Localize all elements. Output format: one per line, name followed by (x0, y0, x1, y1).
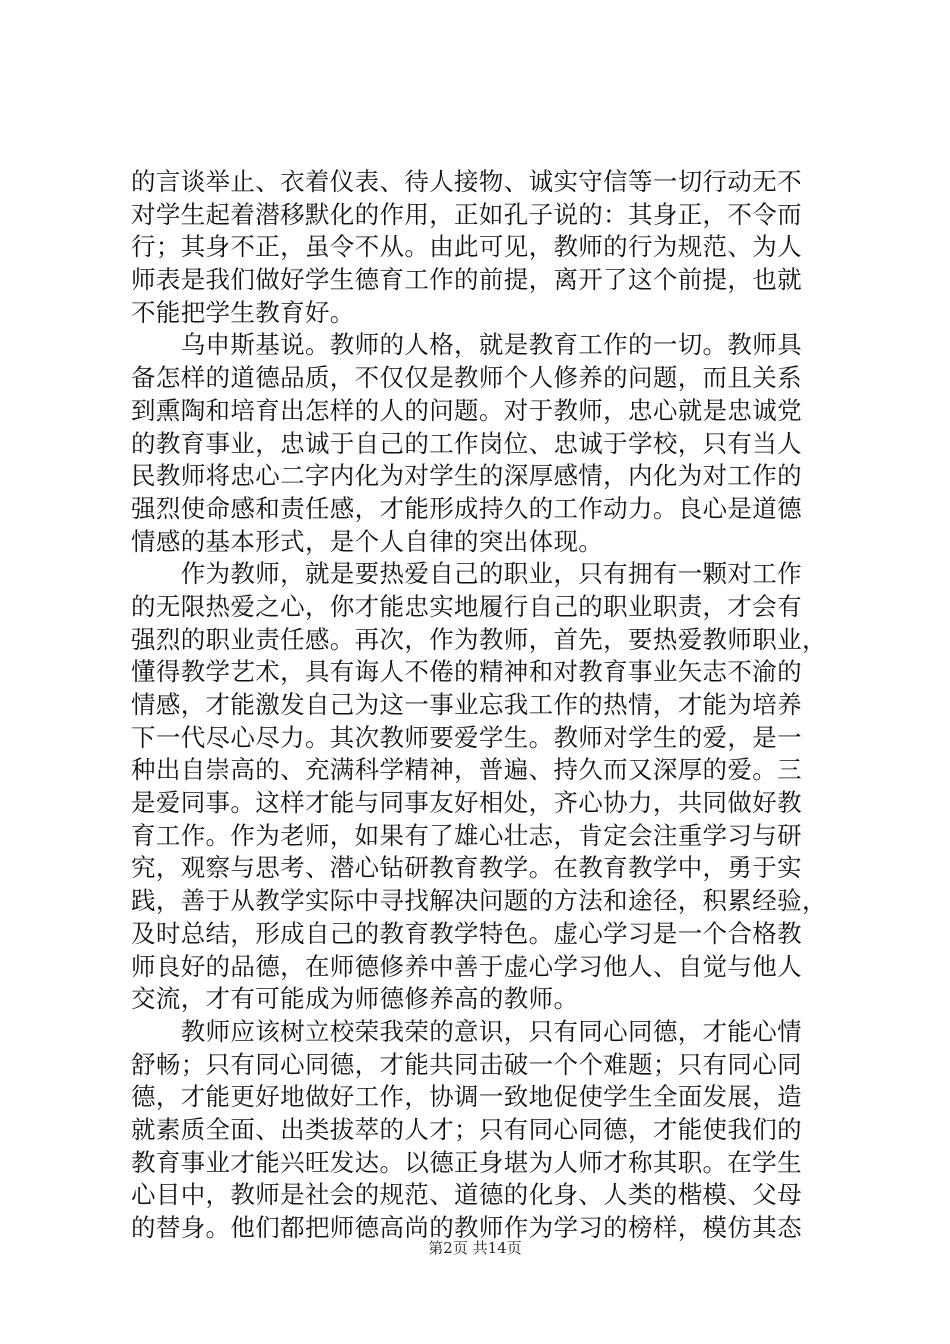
text-line: 作为教师，就是要热爱自己的职业，只有拥有一颗对工作 (131, 559, 802, 589)
text-line: 舒畅；只有同心同德，才能共同击破一个个难题；只有同心同 (131, 1049, 802, 1079)
text-line: 的无限热爱之心，你才能忠实地履行自己的职业职责，才会有 (131, 591, 802, 621)
page-number-footer: 第2页 共14页 (428, 1239, 522, 1257)
text-line: 德，才能更好地做好工作，协调一致地促使学生全面发展，造 (131, 1082, 802, 1112)
text-line: 践，善于从教学实际中寻找解决问题的方法和途径，积累经验， (131, 886, 827, 916)
text-line: 师表是我们做好学生德育工作的前提，离开了这个前提，也就 (131, 265, 802, 295)
text-line: 就素质全面、出类拔萃的人才；只有同心同德，才能使我们的 (131, 1114, 802, 1144)
text-line: 交流，才有可能成为师德修养高的教师。 (131, 984, 579, 1014)
text-line: 及时总结，形成自己的教育教学特色。虚心学习是一个合格教 (131, 918, 802, 948)
text-line: 的替身。他们都把师德高尚的教师作为学习的榜样，模仿其态 (131, 1213, 802, 1242)
text-line: 的教育事业，忠诚于自己的工作岗位、忠诚于学校，只有当人 (131, 428, 802, 458)
text-line: 究，观察与思考、潜心钻研教育教学。在教育教学中，勇于实 (131, 853, 802, 883)
text-line: 民教师将忠心二字内化为对学生的深厚感情，内化为对工作的 (131, 461, 802, 491)
text-line: 行；其身不正，虽令不从。由此可见，教师的行为规范、为人 (131, 232, 802, 262)
text-line: 教师应该树立校荣我荣的意识，只有同心同德，才能心情 (131, 1016, 802, 1046)
text-line: 教育事业才能兴旺发达。以德正身堪为人师才称其职。在学生 (131, 1147, 802, 1177)
text-line: 备怎样的道德品质，不仅仅是教师个人修养的问题，而且关系 (131, 363, 802, 393)
text-line: 乌申斯基说。教师的人格，就是教育工作的一切。教师具 (131, 330, 802, 360)
text-line: 的言谈举止、衣着仪表、待人接物、诚实守信等一切行动无不 (131, 167, 802, 196)
text-line: 到熏陶和培育出怎样的人的问题。对于教师，忠心就是忠诚党 (131, 395, 802, 425)
text-line: 心目中，教师是社会的规范、道德的化身、人类的楷模、父母 (131, 1180, 802, 1210)
text-line: 种出自崇高的、充满科学精神，普遍、持久而又深厚的爱。三 (131, 755, 802, 785)
text-line: 下一代尽心尽力。其次教师要爱学生。教师对学生的爱，是一 (131, 722, 802, 752)
document-body (131, 166, 831, 1245)
text-line: 情感，才能激发自己为这一事业忘我工作的热情，才能为培养 (131, 690, 802, 719)
text-line: 师良好的品德，在师德修养中善于虚心学习他人、自觉与他人 (131, 951, 802, 981)
text-line: 育工作。作为老师，如果有了雄心壮志，肯定会注重学习与研 (131, 820, 802, 850)
text-line: 情感的基本形式，是个人自律的突出体现。 (131, 526, 604, 556)
text-line: 对学生起着潜移默化的作用，正如孔子说的：其身正，不令而 (131, 199, 802, 229)
text-line: 强烈的职业责任感。再次，作为教师，首先，要热爱教师职业， (131, 624, 827, 654)
text-line: 是爱同事。这样才能与同事友好相处，齐心协力，共同做好教 (131, 788, 802, 818)
text-line: 强烈使命感和责任感，才能形成持久的工作动力。良心是道德 (131, 493, 802, 523)
text-line: 不能把学生教育好。 (131, 297, 355, 327)
text-line: 懂得教学艺术，具有诲人不倦的精神和对教育事业矢志不渝的 (131, 657, 802, 687)
